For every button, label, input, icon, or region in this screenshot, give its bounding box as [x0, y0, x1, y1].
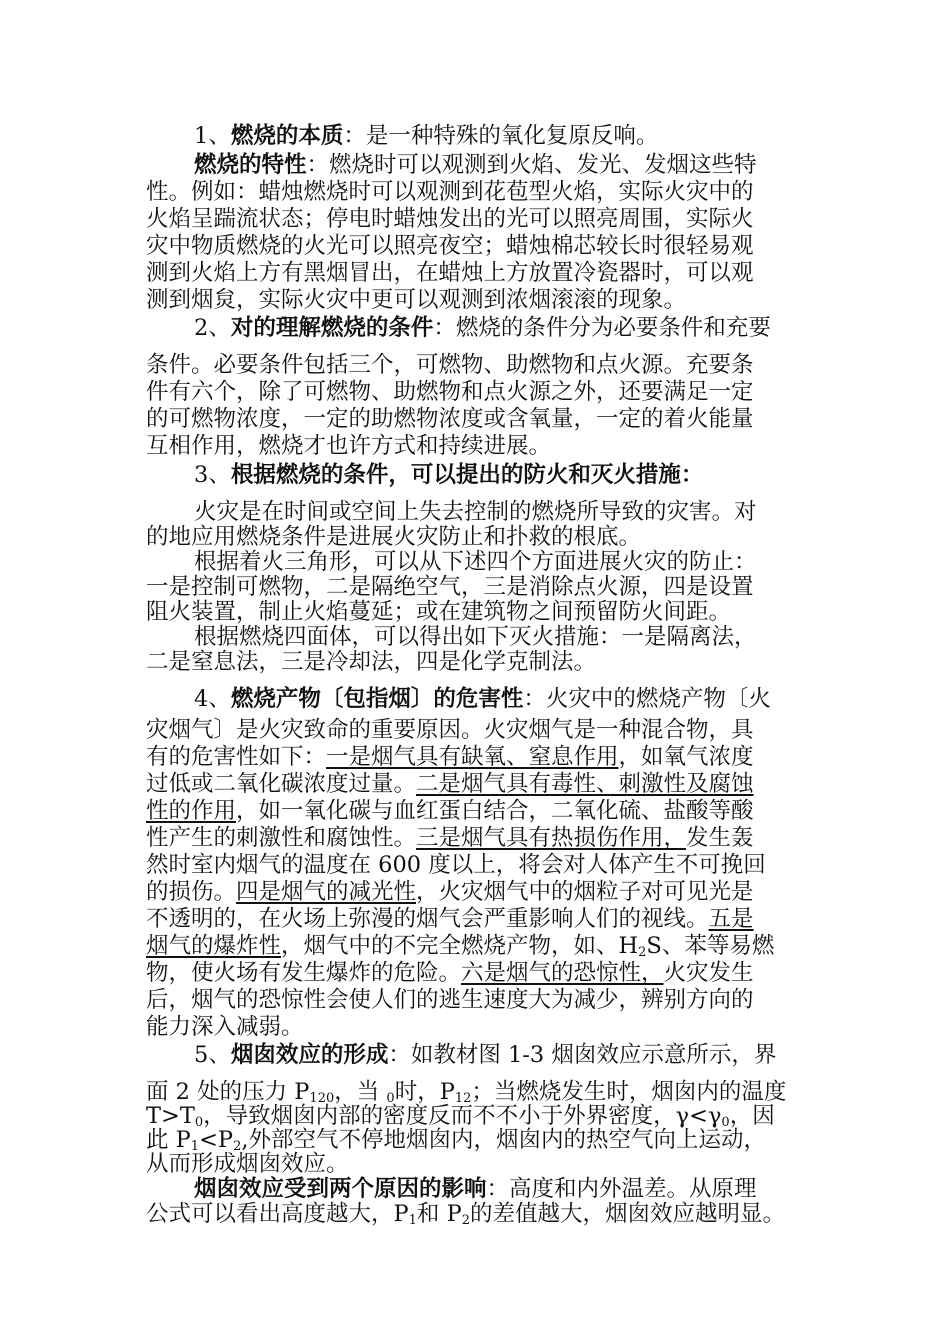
text-span: ,外部空气不停地烟囱内，烟囱内的热空气向上运动， [241, 1127, 767, 1153]
section1-characteristics-line [194, 151, 757, 179]
section4-line: 然时室内烟气的温度在 600 度以上，将会对人体产生不可挽回 [146, 852, 766, 878]
section1-title: 燃烧的本质 [230, 123, 344, 149]
section2-line: 条件。必要条件包括三个，可燃物、助燃物和点火源。充要条 [146, 352, 754, 378]
section1-line: 灾中物质燃烧的火光可以照亮夜空；蜡烛棉芯较长时很轻易观 [146, 233, 754, 259]
text-span: ，导致烟囱内部的密度反而不不小于外界密度，γ<γ [203, 1103, 722, 1129]
text-span: ，如氧气浓度 [618, 744, 754, 770]
subscript: 0 [386, 1091, 395, 1106]
subscript: 0 [721, 1115, 730, 1130]
section5-influence-line [194, 1175, 757, 1203]
subscript: 2 [638, 945, 647, 960]
text-span: 此 P [146, 1127, 191, 1153]
section4-line [146, 824, 754, 852]
section3-heading-line [194, 461, 703, 489]
hazard-4-underlined: 四是烟气的减光性 [236, 879, 417, 905]
text-span: 有的危害性如下： [146, 744, 327, 770]
section1-text: ：是一种特殊的氧化复原反响。 [343, 123, 659, 149]
section5-line [146, 1200, 785, 1228]
section1-line: 火焰呈踹流状态；停电时蜡烛发出的光可以照亮周围，实际火 [146, 206, 754, 232]
subscript: 2 [461, 1213, 470, 1228]
section4-title: 燃烧产物〔包指烟〕的危害性 [230, 686, 524, 712]
section3-paragraph-line: 根据着火三角形，可以从下述四个方面进展火灾的防止： [194, 549, 757, 575]
text-span: ，火灾烟气中的烟粒子对可见光是 [416, 879, 754, 905]
text-span: 火灾发生 [663, 960, 754, 986]
section2-number: 2、 [194, 315, 231, 341]
subscript: 12 [454, 1091, 472, 1106]
section3-number: 3、 [194, 462, 231, 488]
section4-line: 能力深入减弱。 [146, 1014, 304, 1040]
section4-heading-line [194, 685, 771, 713]
section2-line: 件有六个，除了可燃物、助燃物和点火源之外，还要满足一定 [146, 379, 754, 405]
section4-line [146, 932, 774, 960]
subscript: 2 [233, 1139, 242, 1154]
section4-line [146, 797, 754, 825]
text-span: T>T [146, 1103, 195, 1129]
section2-title: 对的理解燃烧的条件 [230, 315, 434, 341]
section2-text: ：燃烧的条件分为必要条件和充要 [433, 315, 771, 341]
section1-line: 测到火焰上方有黑烟冒出，在蜡烛上方放置冷瓷器时，可以观 [146, 260, 754, 286]
section3-paragraph-line: 阻火装置，制止火焰蔓延；或在建筑物之间预留防火间距。 [146, 599, 732, 625]
section3-paragraph-line: 的地应用燃烧条件是进展火灾防止和扑救的根底。 [146, 524, 642, 550]
section5-influence-title: 烟囱效应受到两个原因的影响 [194, 1176, 487, 1202]
section4-line [146, 743, 754, 771]
subscript: 120 [309, 1091, 335, 1106]
text-span: ，烟气中的不完全燃烧产物，如、H [281, 933, 639, 959]
text-span: 面 2 处的压力 P [146, 1079, 310, 1105]
subscript: 1 [408, 1213, 417, 1228]
text-span: 性产生的刺激性和腐蚀性。 [146, 825, 417, 851]
section4-number: 4、 [194, 686, 231, 712]
section1-heading-line [194, 122, 658, 150]
section2-line: 的可燃物浓度，一定的助燃物浓度或含氧量，一定的着火能量 [146, 406, 754, 432]
section4-line [146, 905, 754, 933]
text-span: 公式可以看出高度越大，P [146, 1201, 409, 1227]
section1-line: 性。例如：蜡烛燃烧时可以观测到花苞型火焰，实际火灾中的 [146, 179, 754, 205]
section1-number: 1、 [194, 123, 231, 149]
text-span: 过低或二氧化碳浓度过量。 [146, 771, 417, 797]
text-span: ：高度和内外温差。从原理 [486, 1176, 757, 1202]
text-span: ，因 [729, 1103, 775, 1129]
section5-title: 烟囱效应的形成 [230, 1042, 389, 1068]
section5-text: ：如教材图 1-3 烟囱效应示意所示，界 [388, 1042, 777, 1068]
hazard-5-underlined: 五是 [708, 906, 754, 932]
text-span: 的损伤。 [146, 879, 237, 905]
section3-paragraph-line: 二是窒息法，三是冷却法，四是化学克制法。 [146, 649, 597, 675]
text-span: 和 P [416, 1201, 462, 1227]
section3-paragraph-line: 根据燃烧四面体，可以得出如下灭火措施：一是隔离法， [194, 624, 757, 650]
section4-line [146, 959, 754, 987]
text-span: 发生轰 [686, 825, 754, 851]
hazard-2-underlined-cont: 性的作用 [146, 798, 237, 824]
section4-line: 后，烟气的恐惊性会使人们的逃生速度大为减少，辨别方向的 [146, 987, 754, 1013]
section1-characteristics-title: 燃烧的特性 [194, 152, 307, 178]
text-span: 的差值越大，烟囱效应越明显。 [470, 1201, 786, 1227]
section5-line: 从而形成烟囱效应。 [146, 1151, 349, 1177]
subscript: 1 [190, 1139, 200, 1154]
section5-number: 5、 [194, 1042, 231, 1068]
hazard-1-underlined: 一是烟气具有缺氧、窒息作用 [326, 744, 619, 770]
section4-text: ：火灾中的燃烧产物〔火 [523, 686, 771, 712]
text-span: 物，使火场有发生爆炸的危险。 [146, 960, 462, 986]
section4-line [146, 770, 754, 798]
hazard-5-underlined-cont: 烟气的爆炸性 [146, 933, 282, 959]
hazard-3-underlined: 三是烟气具有热损伤作用， [416, 825, 687, 851]
section3-paragraph-line: 火灾是在时间或空间上失去控制的燃烧所导致的灾害。对 [194, 499, 757, 525]
section2-line: 互相作用，燃烧才也许方式和持续进展。 [146, 433, 552, 459]
text-span: ，当 [334, 1079, 387, 1105]
text-span: <P [199, 1127, 234, 1153]
section3-paragraph-line: 一是控制可燃物，二是隔绝空气，三是消除点火源，四是设置 [146, 574, 754, 600]
text-span: S、苯等易燃 [646, 933, 775, 959]
section3-title: 根据燃烧的条件，可以提出的防火和灭火措施： [230, 462, 704, 488]
section1-characteristics-text: ：燃烧时可以观测到火焰、发光、发烟这些特 [306, 152, 757, 178]
section2-heading-line [194, 314, 771, 342]
section1-line: 测到烟炱，实际火灾中更可以观测到浓烟滚滚的现象。 [146, 287, 687, 313]
section4-line [146, 878, 754, 906]
section4-line: 灾烟气〕是火灾致命的重要原因。火灾烟气是一种混合物，具 [146, 717, 754, 743]
subscript: 0 [194, 1115, 204, 1130]
hazard-6-underlined: 六是烟气的恐惊性， [461, 960, 664, 986]
text-span: ，如一氧化碳与血红蛋白结合，二氧化硫、盐酸等酸 [236, 798, 754, 824]
hazard-2-underlined: 二是烟气具有毒性、刺激性及腐蚀 [416, 771, 754, 797]
text-span: ；当燃烧发生时，烟囱内的温度 [471, 1079, 787, 1105]
text-span: 不透明的，在火场上弥漫的烟气会严重影响人们的视线。 [146, 906, 709, 932]
text-span: 时，P [394, 1079, 455, 1105]
section5-heading-line [194, 1041, 776, 1069]
